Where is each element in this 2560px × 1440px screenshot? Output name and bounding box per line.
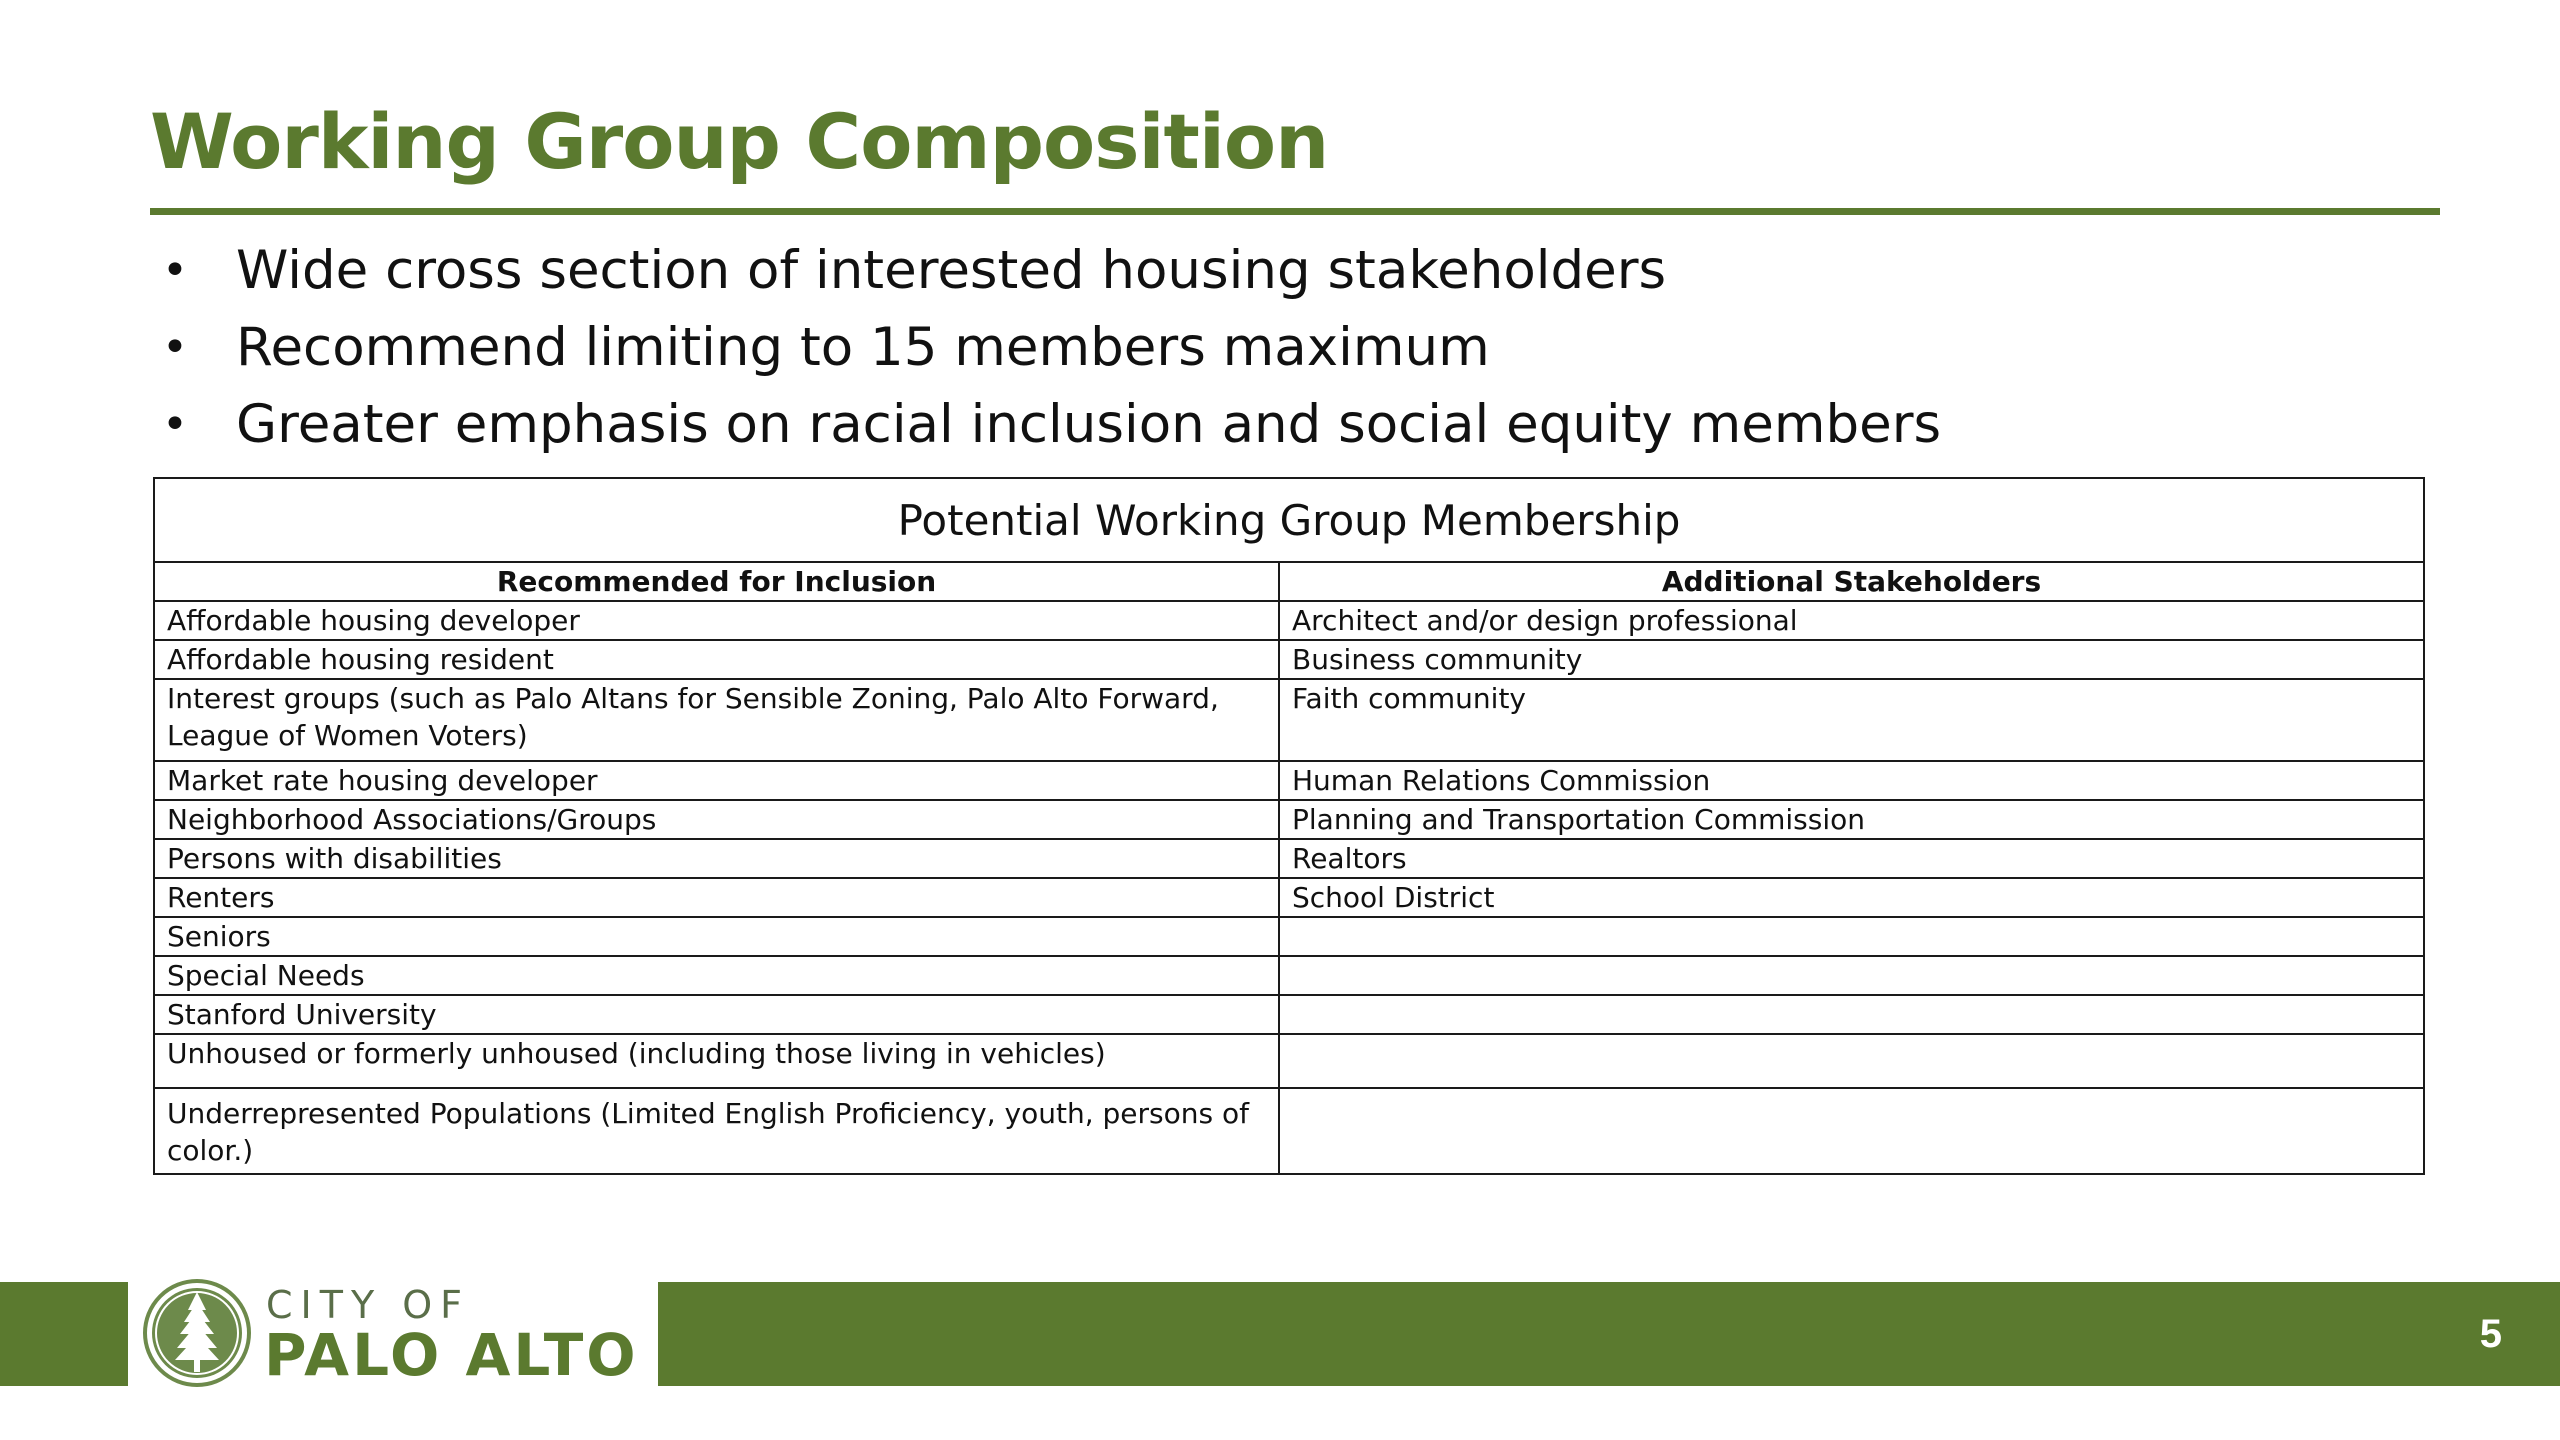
table-row <box>154 1034 2424 1088</box>
table-cell: Business community <box>1279 640 2424 679</box>
table-row <box>154 956 2424 995</box>
table-cell: Faith community <box>1279 679 2424 761</box>
table-cell: Underrepresented Populations (Limited English Proficiency, youth, persons of color.) <box>154 1088 1279 1174</box>
table-row <box>154 800 2424 839</box>
table-row <box>154 878 2424 917</box>
column-header-recommended: Recommended for Inclusion <box>154 562 1279 601</box>
column-header-additional: Additional Stakeholders <box>1279 562 2424 601</box>
logo-palo-alto: PALO ALTO <box>264 1321 639 1389</box>
bullet-dot: • <box>162 322 188 373</box>
table-cell: Human Relations Commission <box>1279 761 2424 800</box>
table-caption: Potential Working Group Membership <box>154 478 2424 562</box>
bullet-text: Wide cross section of interested housing stakeholders <box>236 240 1667 301</box>
bullet-list <box>160 232 1941 463</box>
table-cell: Affordable housing resident <box>154 640 1279 679</box>
title-divider <box>150 208 2440 215</box>
table-row <box>154 679 2424 761</box>
table-cell: Renters <box>154 878 1279 917</box>
bullet-text: Recommend limiting to 15 members maximum <box>236 317 1490 378</box>
table-cell <box>1279 1034 2424 1088</box>
table-cell: School District <box>1279 878 2424 917</box>
bullet-item <box>160 232 1941 309</box>
membership-table <box>153 477 2425 1175</box>
table-row <box>154 640 2424 679</box>
table-row <box>154 917 2424 956</box>
bullet-item <box>160 309 1941 386</box>
table-cell: Planning and Transportation Commission <box>1279 800 2424 839</box>
table-cell: Seniors <box>154 917 1279 956</box>
table-cell: Architect and/or design professional <box>1279 601 2424 640</box>
table-row <box>154 761 2424 800</box>
tree-seal-icon <box>142 1278 252 1388</box>
table-row <box>154 995 2424 1034</box>
table-cell: Affordable housing developer <box>154 601 1279 640</box>
logo-city-of: CITY OF <box>266 1283 471 1327</box>
footer-bar-right <box>658 1282 2560 1386</box>
table-cell: Realtors <box>1279 839 2424 878</box>
table-cell: Unhoused or formerly unhoused (including those living in vehicles) <box>154 1034 1279 1088</box>
bullet-text: Greater emphasis on racial inclusion and social equity members <box>236 394 1942 455</box>
table-cell: Special Needs <box>154 956 1279 995</box>
table-row <box>154 1088 2424 1174</box>
table-cell <box>1279 995 2424 1034</box>
footer-bar <box>0 1282 2560 1389</box>
table-cell <box>1279 1088 2424 1174</box>
table-cell <box>1279 917 2424 956</box>
table-cell: Persons with disabilities <box>154 839 1279 878</box>
footer-bar-left <box>0 1282 128 1386</box>
table-cell: Neighborhood Associations/Groups <box>154 800 1279 839</box>
slide-title: Working Group Composition <box>150 97 1329 186</box>
table-cell: Market rate housing developer <box>154 761 1279 800</box>
table-row <box>154 601 2424 640</box>
table-cell: Interest groups (such as Palo Altans for Sensible Zoning, Palo Alto Forward, League of Women Voters) <box>154 679 1279 761</box>
bullet-dot: • <box>162 245 188 296</box>
table-cell <box>1279 956 2424 995</box>
page-number: 5 <box>2479 1312 2502 1356</box>
table-cell: Stanford University <box>154 995 1279 1034</box>
bullet-item <box>160 386 1941 463</box>
table-row <box>154 839 2424 878</box>
bullet-dot: • <box>162 399 188 450</box>
city-logo <box>128 1276 658 1392</box>
